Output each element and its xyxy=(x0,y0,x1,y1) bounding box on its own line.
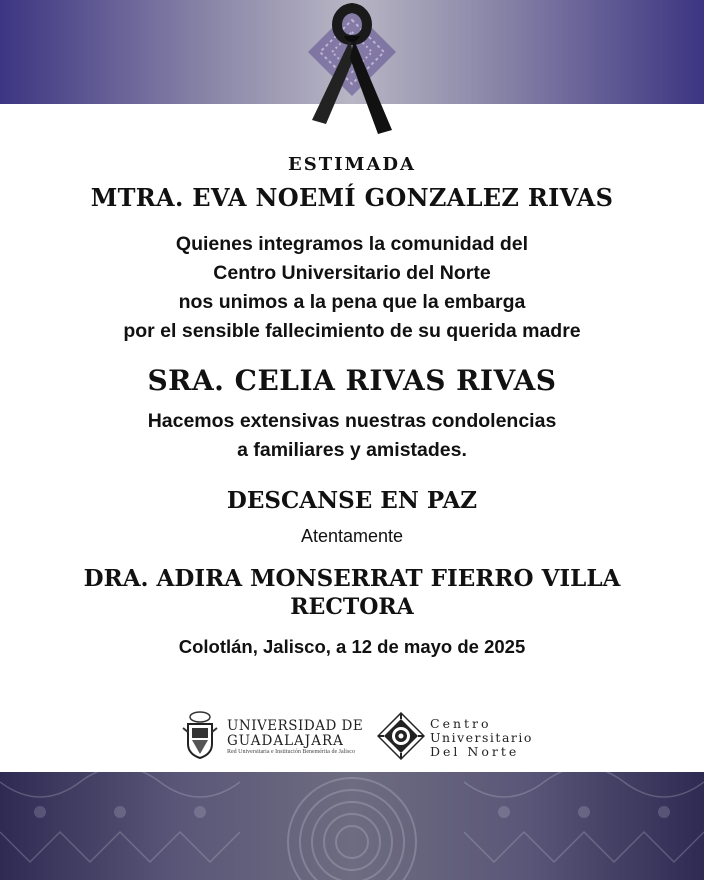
message-line: Centro Universitario del Norte xyxy=(213,262,491,284)
udg-tagline: Red Universitaria e Institución Benemérita de Jalisco xyxy=(227,749,355,755)
signer-role: RECTORA xyxy=(290,594,414,620)
message-line: nos unimos a la pena que la embarga xyxy=(178,291,526,313)
condolence-message xyxy=(0,150,704,658)
cun-emblem-icon xyxy=(377,712,425,760)
condolences-line: Hacemos extensivas nuestras condolencias xyxy=(147,410,557,432)
udg-crest-icon xyxy=(180,710,220,760)
message-line: por el sensible fallecimiento de su querida madre xyxy=(123,320,581,342)
cun-name-line2: Universitario xyxy=(430,730,533,745)
cun-name-line1: Centro xyxy=(430,716,492,731)
deceased-name: SRA. CELIA RIVAS RIVAS xyxy=(147,364,557,397)
cun-name-line3: Del Norte xyxy=(430,744,520,759)
mourning-ribbon-icon xyxy=(292,0,412,150)
message-line: Quienes integramos la comunidad del xyxy=(175,233,529,255)
signer-name: DRA. ADIRA MONSERRAT FIERRO VILLA xyxy=(83,565,621,592)
message-paragraph xyxy=(0,230,704,346)
condolences-line: a familiares y amistades. xyxy=(237,439,467,461)
condolences-paragraph xyxy=(0,407,704,465)
udg-name-line2: GUADALAJARA xyxy=(227,733,344,749)
udg-name-line1: UNIVERSIDAD DE xyxy=(227,718,364,734)
bottom-decorative-band xyxy=(0,772,704,880)
cun-logo xyxy=(377,710,537,762)
salutation: ESTIMADA xyxy=(288,154,416,175)
closing: Atentamente xyxy=(300,526,404,546)
rest-in-peace: DESCANSE EN PAZ xyxy=(226,487,478,514)
logos-row xyxy=(0,708,704,764)
udg-logo xyxy=(180,710,364,762)
recipient-name: MTRA. EVA NOEMÍ GONZALEZ RIVAS xyxy=(90,183,614,212)
place-date: Colotlán, Jalisco, a 12 de mayo de 2025 xyxy=(178,636,526,657)
